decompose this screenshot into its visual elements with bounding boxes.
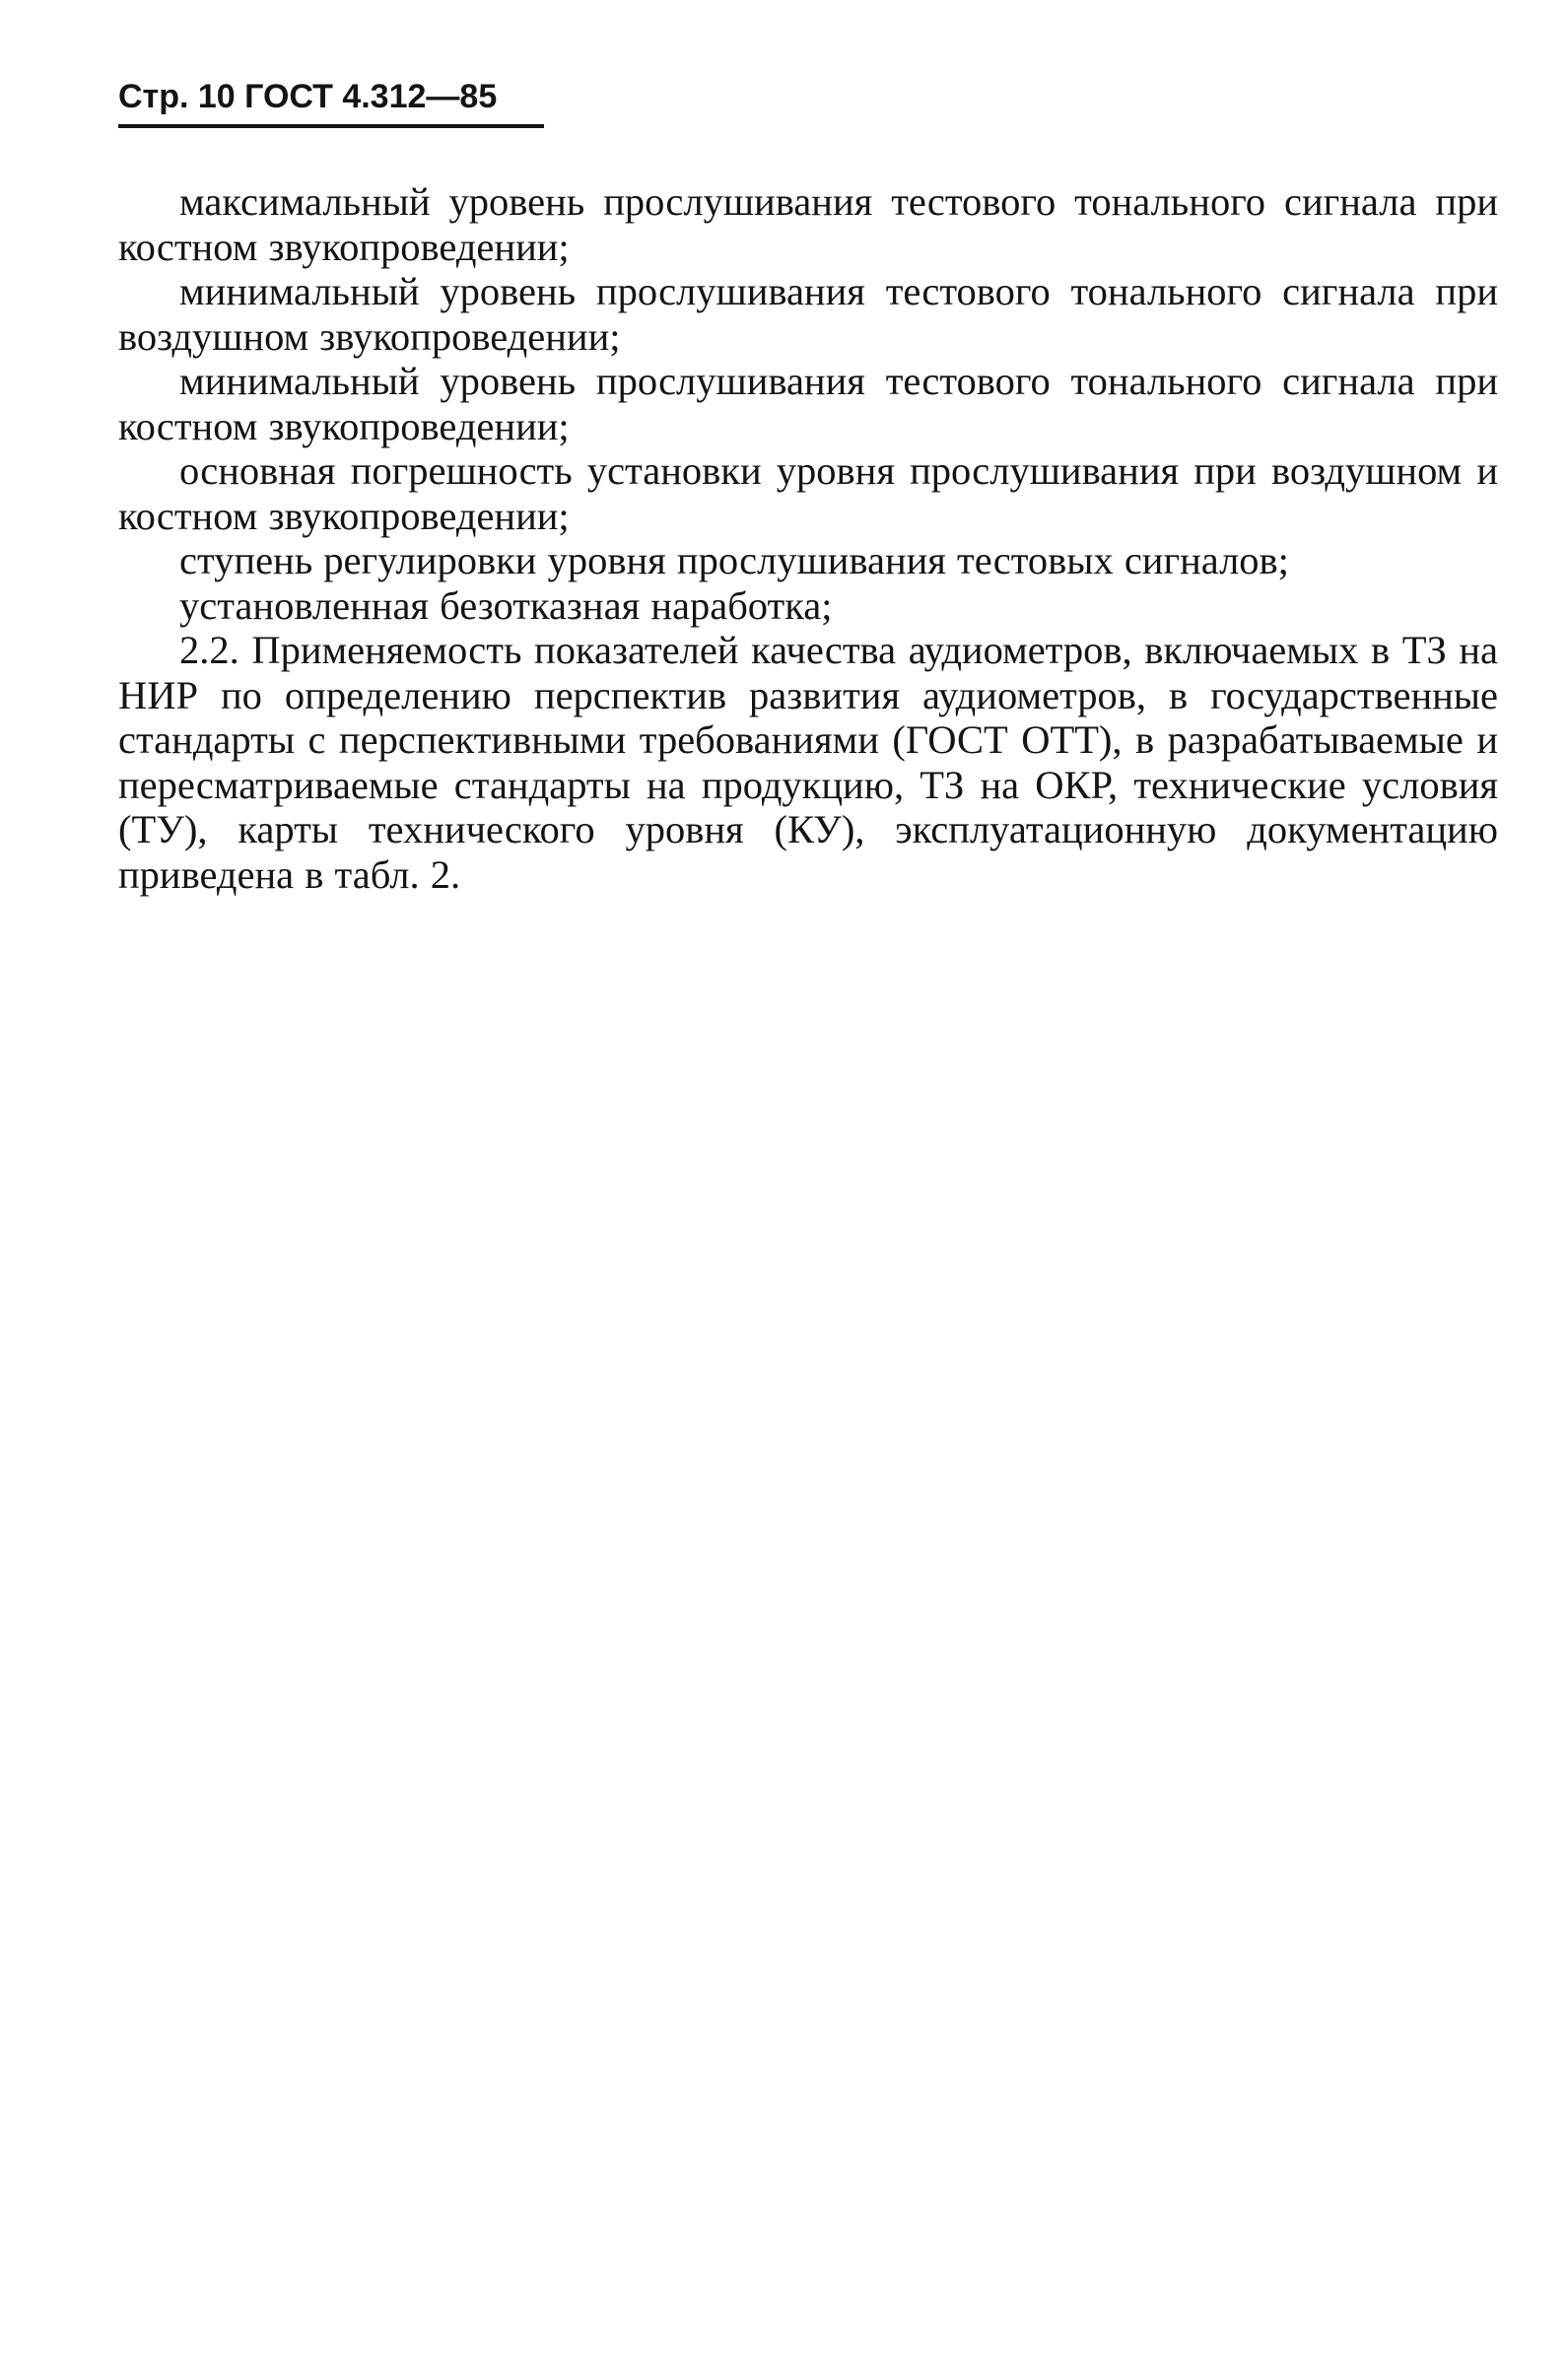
body-text — [118, 179, 1498, 897]
header-rule — [118, 124, 544, 128]
page-number-standard-ref: Стр. 10 ГОСТ 4.312—85 — [118, 78, 498, 115]
paragraph-adjustment-step: ступень регулировки уровня прослушивания тестовых сигналов; — [179, 538, 1289, 582]
page-header — [118, 77, 552, 128]
paragraph-max-bone-level: максимальный уровень прослушивания тестового тонального сигнала при костном звукопроведении; — [118, 179, 1498, 269]
paragraph-basic-error: основная погрешность установки уровня прослушивания при воздушном и костном звукопроведении; — [118, 448, 1498, 538]
paragraph-section-2-2: 2.2. Применяемость показателей качества аудиометров, включаемых в ТЗ на НИР по определению перспектив развития аудиометров, в государственные стандарты с перспективными требованиями (ГОСТ ОТТ), в разрабатываемые и пересматриваемые стандарты на продукцию, ТЗ на ОКР, технические условия (ТУ), карты технического уровня (КУ), эксплуатационную документацию приведена в табл. 2. — [118, 628, 1498, 897]
paragraph-reliability: установленная безотказная наработка; — [179, 582, 833, 628]
paragraph-min-bone-level: минимальный уровень прослушивания тестового тонального сигнала при костном звукопроведении; — [118, 359, 1498, 448]
paragraph-min-air-level: минимальный уровень прослушивания тестового тонального сигнала при воздушном звукопроведении; — [118, 269, 1498, 359]
